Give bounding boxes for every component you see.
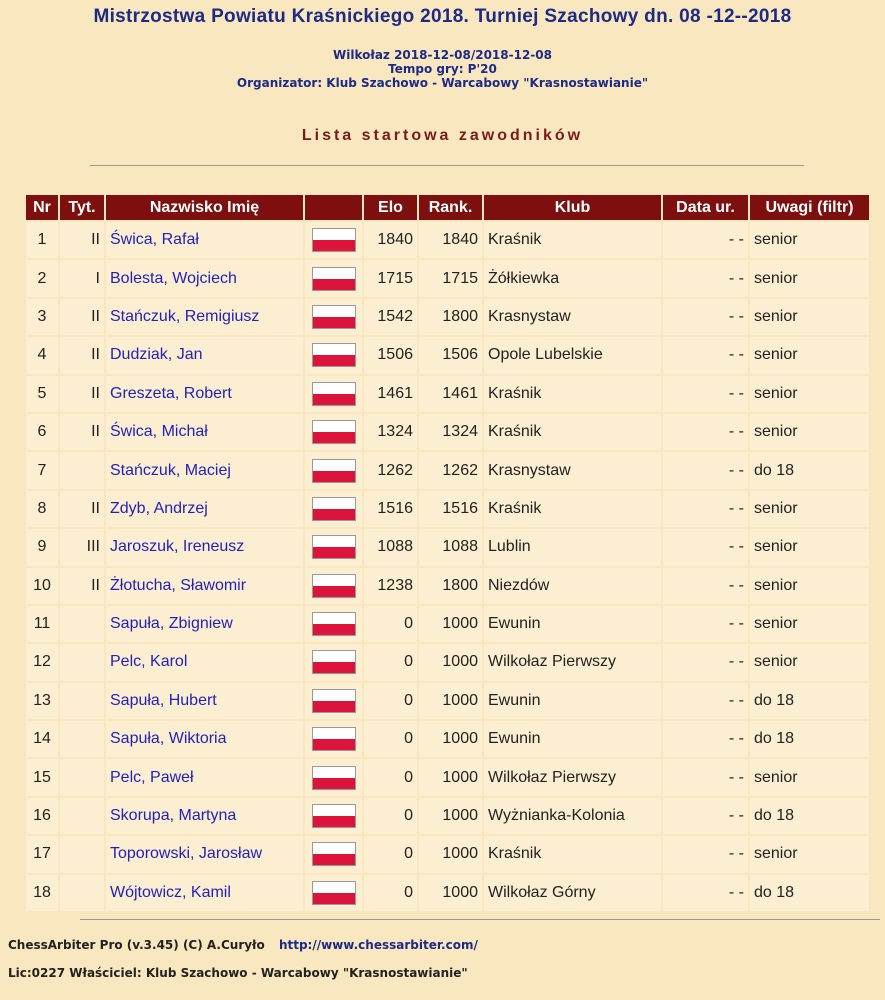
player-birthdate: - -: [663, 452, 748, 488]
player-club: Wilkołaz Pierwszy: [484, 759, 661, 795]
player-rank: 1262: [419, 452, 482, 488]
player-title: [60, 721, 104, 757]
player-title: III: [60, 529, 104, 565]
player-elo: 0: [364, 683, 417, 719]
table-row: [26, 222, 869, 258]
player-birthdate: - -: [663, 414, 748, 450]
flag: [305, 798, 362, 834]
flag: [305, 836, 362, 872]
player-title: [60, 836, 104, 872]
player-notes: senior: [750, 606, 869, 642]
player-club: Ewunin: [484, 683, 661, 719]
player-title: [60, 606, 104, 642]
player-rank: 1000: [419, 606, 482, 642]
flag: [305, 529, 362, 565]
table-row: [26, 644, 869, 680]
player-club: Wilkołaz Pierwszy: [484, 644, 661, 680]
player-number: 4: [26, 337, 58, 373]
player-name-link[interactable]: Jaroszuk, Ireneusz: [106, 529, 303, 565]
player-birthdate: - -: [663, 376, 748, 412]
location-date: Wilkołaz 2018-12-08/2018-12-08: [333, 48, 552, 62]
player-number: 5: [26, 376, 58, 412]
player-elo: 0: [364, 798, 417, 834]
player-rank: 1000: [419, 683, 482, 719]
tournament-meta: [0, 48, 885, 90]
poland-flag-icon: [312, 881, 356, 905]
player-elo: 0: [364, 606, 417, 642]
player-name-link[interactable]: Greszeta, Robert: [106, 376, 303, 412]
player-birthdate: - -: [663, 568, 748, 604]
player-name-link[interactable]: Świca, Rafał: [106, 222, 303, 258]
player-club: Kraśnik: [484, 491, 661, 527]
player-name-link[interactable]: Stańczuk, Maciej: [106, 452, 303, 488]
player-notes: do 18: [750, 875, 869, 911]
player-notes: senior: [750, 414, 869, 450]
table-row: [26, 337, 869, 373]
col-club[interactable]: Klub: [484, 195, 661, 220]
col-nr[interactable]: Nr: [26, 195, 58, 220]
player-club: Ewunin: [484, 606, 661, 642]
player-title: I: [60, 260, 104, 296]
player-notes: senior: [750, 260, 869, 296]
footer-license: Lic:0227 Właściciel: Klub Szachowo - Warcabowy "Krasnostawianie": [8, 966, 468, 980]
player-name-link[interactable]: Bolesta, Wojciech: [106, 260, 303, 296]
player-name-link[interactable]: Stańczuk, Remigiusz: [106, 299, 303, 335]
flag: [305, 644, 362, 680]
player-rank: 1000: [419, 836, 482, 872]
col-name[interactable]: Nazwisko Imię: [106, 195, 303, 220]
player-title: II: [60, 414, 104, 450]
player-number: 1: [26, 222, 58, 258]
flag: [305, 260, 362, 296]
col-title[interactable]: Tyt.: [60, 195, 104, 220]
player-title: [60, 452, 104, 488]
player-notes: senior: [750, 376, 869, 412]
player-birthdate: - -: [663, 836, 748, 872]
poland-flag-icon: [312, 842, 356, 866]
player-birthdate: - -: [663, 222, 748, 258]
player-elo: 1238: [364, 568, 417, 604]
poland-flag-icon: [312, 535, 356, 559]
col-flag: [305, 195, 362, 220]
player-title: II: [60, 376, 104, 412]
player-birthdate: - -: [663, 721, 748, 757]
poland-flag-icon: [312, 267, 356, 291]
player-elo: 0: [364, 644, 417, 680]
player-birthdate: - -: [663, 260, 748, 296]
player-name-link[interactable]: Sapuła, Zbigniew: [106, 606, 303, 642]
player-club: Wyżnianka-Kolonia: [484, 798, 661, 834]
player-number: 6: [26, 414, 58, 450]
player-rank: 1840: [419, 222, 482, 258]
table-row: [26, 683, 869, 719]
player-name-link[interactable]: Skorupa, Martyna: [106, 798, 303, 834]
poland-flag-icon: [312, 382, 356, 406]
table-row: [26, 529, 869, 565]
player-birthdate: - -: [663, 683, 748, 719]
player-club: Żółkiewka: [484, 260, 661, 296]
divider-top: [90, 165, 804, 166]
page-title: Mistrzostwa Powiatu Kraśnickiego 2018. Turniej Szachowy dn. 08 -12--2018: [93, 6, 792, 27]
player-title: [60, 875, 104, 911]
footer-software: [8, 938, 478, 952]
player-name-link[interactable]: Pelc, Paweł: [106, 759, 303, 795]
player-birthdate: - -: [663, 529, 748, 565]
player-number: 8: [26, 491, 58, 527]
player-number: 12: [26, 644, 58, 680]
tempo: Tempo gry: P'20: [388, 62, 497, 76]
col-notes[interactable]: Uwagi (filtr): [750, 195, 869, 220]
player-club: Ewunin: [484, 721, 661, 757]
player-title: II: [60, 337, 104, 373]
player-number: 13: [26, 683, 58, 719]
player-club: Kraśnik: [484, 222, 661, 258]
flag: [305, 875, 362, 911]
list-title: Lista startowa zawodników: [301, 127, 584, 144]
start-list-table: [24, 193, 871, 913]
player-rank: 1000: [419, 721, 482, 757]
table-row: [26, 376, 869, 412]
poland-flag-icon: [312, 612, 356, 636]
player-title: II: [60, 491, 104, 527]
poland-flag-icon: [312, 650, 356, 674]
player-notes: senior: [750, 337, 869, 373]
player-notes: senior: [750, 836, 869, 872]
player-name-link[interactable]: Sapuła, Hubert: [106, 683, 303, 719]
player-number: 3: [26, 299, 58, 335]
player-rank: 1461: [419, 376, 482, 412]
player-elo: 0: [364, 721, 417, 757]
player-birthdate: - -: [663, 299, 748, 335]
poland-flag-icon: [312, 804, 356, 828]
player-name-link[interactable]: Pelc, Karol: [106, 644, 303, 680]
player-number: 18: [26, 875, 58, 911]
organizer: Organizator: Klub Szachowo - Warcabowy "Krasnostawianie": [236, 76, 649, 90]
player-elo: 1715: [364, 260, 417, 296]
player-club: Krasnystaw: [484, 452, 661, 488]
player-elo: 1506: [364, 337, 417, 373]
player-title: II: [60, 568, 104, 604]
player-name-link[interactable]: Świca, Michał: [106, 414, 303, 450]
table-row: [26, 836, 869, 872]
player-name-link[interactable]: Zdyb, Andrzej: [106, 491, 303, 527]
player-elo: 1262: [364, 452, 417, 488]
player-club: Kraśnik: [484, 414, 661, 450]
poland-flag-icon: [312, 727, 356, 751]
poland-flag-icon: [312, 420, 356, 444]
table-row: [26, 260, 869, 296]
player-number: 15: [26, 759, 58, 795]
poland-flag-icon: [312, 228, 356, 252]
player-number: 16: [26, 798, 58, 834]
player-name-link[interactable]: Toporowski, Jarosław: [106, 836, 303, 872]
player-notes: senior: [750, 491, 869, 527]
player-rank: 1516: [419, 491, 482, 527]
player-number: 7: [26, 452, 58, 488]
player-elo: 0: [364, 875, 417, 911]
player-notes: senior: [750, 222, 869, 258]
player-number: 14: [26, 721, 58, 757]
player-number: 9: [26, 529, 58, 565]
player-club: Krasnystaw: [484, 299, 661, 335]
player-elo: 1840: [364, 222, 417, 258]
player-name-link[interactable]: Wójtowicz, Kamil: [106, 875, 303, 911]
software-credit: ChessArbiter Pro (v.3.45) (C) A.Curyło: [8, 938, 265, 952]
flag: [305, 683, 362, 719]
flag: [305, 568, 362, 604]
poland-flag-icon: [312, 497, 356, 521]
player-club: Wilkołaz Górny: [484, 875, 661, 911]
player-notes: senior: [750, 644, 869, 680]
player-notes: senior: [750, 759, 869, 795]
player-title: [60, 759, 104, 795]
player-number: 10: [26, 568, 58, 604]
table-row: [26, 299, 869, 335]
player-club: Kraśnik: [484, 836, 661, 872]
col-rank[interactable]: Rank.: [419, 195, 482, 220]
player-notes: senior: [750, 568, 869, 604]
player-birthdate: - -: [663, 798, 748, 834]
player-notes: do 18: [750, 683, 869, 719]
player-title: II: [60, 222, 104, 258]
player-elo: 1542: [364, 299, 417, 335]
col-elo[interactable]: Elo: [364, 195, 417, 220]
poland-flag-icon: [312, 459, 356, 483]
player-elo: 1088: [364, 529, 417, 565]
player-title: [60, 644, 104, 680]
player-club: Kraśnik: [484, 376, 661, 412]
flag: [305, 721, 362, 757]
player-rank: 1000: [419, 875, 482, 911]
table-row: [26, 414, 869, 450]
player-birthdate: - -: [663, 337, 748, 373]
player-notes: senior: [750, 299, 869, 335]
player-club: Lublin: [484, 529, 661, 565]
poland-flag-icon: [312, 766, 356, 790]
player-birthdate: - -: [663, 759, 748, 795]
poland-flag-icon: [312, 574, 356, 598]
flag: [305, 414, 362, 450]
chessarbiter-link[interactable]: http://www.chessarbiter.com/: [278, 938, 478, 952]
player-notes: do 18: [750, 452, 869, 488]
player-name-link[interactable]: Żłotucha, Sławomir: [106, 568, 303, 604]
player-number: 2: [26, 260, 58, 296]
table-header-row: [26, 195, 869, 220]
poland-flag-icon: [312, 343, 356, 367]
player-rank: 1506: [419, 337, 482, 373]
table-row: [26, 721, 869, 757]
player-notes: do 18: [750, 798, 869, 834]
player-rank: 1715: [419, 260, 482, 296]
player-elo: 1516: [364, 491, 417, 527]
player-rank: 1800: [419, 568, 482, 604]
player-birthdate: - -: [663, 875, 748, 911]
player-number: 17: [26, 836, 58, 872]
flag: [305, 452, 362, 488]
table-row: [26, 798, 869, 834]
table-row: [26, 452, 869, 488]
flag: [305, 606, 362, 642]
player-notes: do 18: [750, 721, 869, 757]
player-elo: 1324: [364, 414, 417, 450]
poland-flag-icon: [312, 689, 356, 713]
poland-flag-icon: [312, 305, 356, 329]
player-rank: 1000: [419, 759, 482, 795]
table-row: [26, 491, 869, 527]
player-rank: 1324: [419, 414, 482, 450]
player-birthdate: - -: [663, 644, 748, 680]
flag: [305, 337, 362, 373]
player-rank: 1000: [419, 798, 482, 834]
player-rank: 1000: [419, 644, 482, 680]
player-title: [60, 683, 104, 719]
flag: [305, 759, 362, 795]
player-club: Opole Lubelskie: [484, 337, 661, 373]
table-row: [26, 606, 869, 642]
player-elo: 1461: [364, 376, 417, 412]
player-birthdate: - -: [663, 491, 748, 527]
player-number: 11: [26, 606, 58, 642]
col-birthdate[interactable]: Data ur.: [663, 195, 748, 220]
table-row: [26, 568, 869, 604]
table-row: [26, 875, 869, 911]
player-elo: 0: [364, 836, 417, 872]
player-elo: 0: [364, 759, 417, 795]
table-row: [26, 759, 869, 795]
player-title: II: [60, 299, 104, 335]
player-title: [60, 798, 104, 834]
player-rank: 1088: [419, 529, 482, 565]
player-club: Niezdów: [484, 568, 661, 604]
divider-bottom: [80, 919, 880, 920]
flag: [305, 376, 362, 412]
flag: [305, 491, 362, 527]
flag: [305, 299, 362, 335]
player-rank: 1800: [419, 299, 482, 335]
player-notes: senior: [750, 529, 869, 565]
flag: [305, 222, 362, 258]
player-name-link[interactable]: Sapuła, Wiktoria: [106, 721, 303, 757]
player-birthdate: - -: [663, 606, 748, 642]
player-name-link[interactable]: Dudziak, Jan: [106, 337, 303, 373]
